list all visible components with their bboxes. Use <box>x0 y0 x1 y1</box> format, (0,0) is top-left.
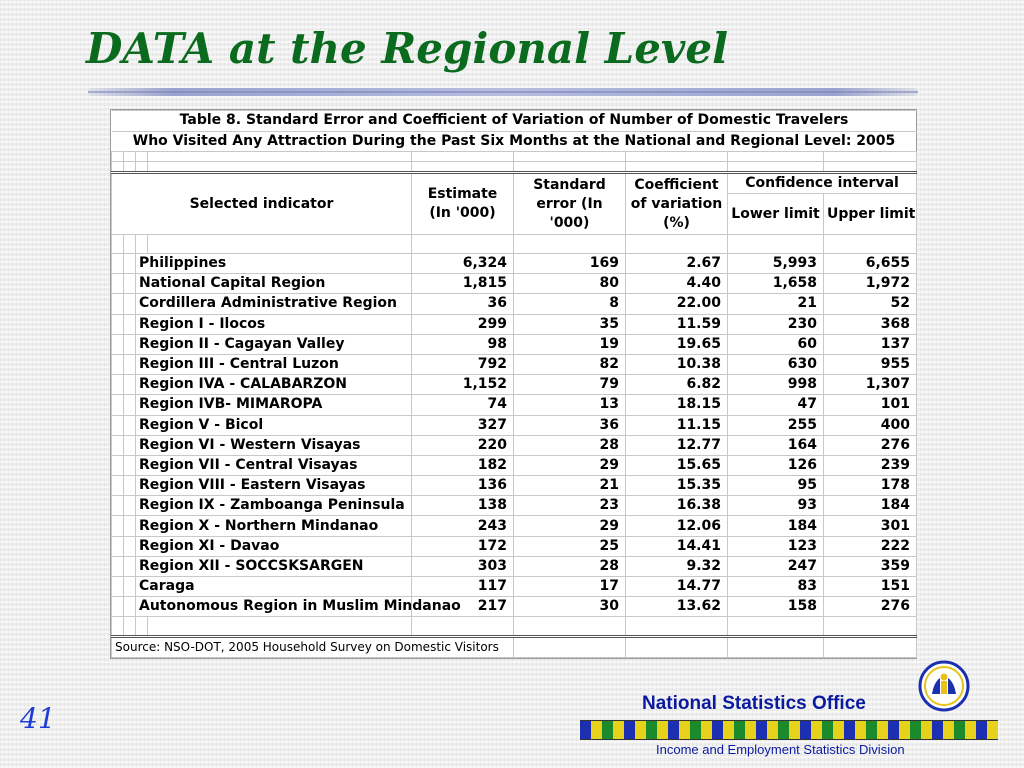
std-error-value: 30 <box>514 597 626 617</box>
lower-limit-value: 83 <box>728 577 824 597</box>
estimate-value: 182 <box>412 455 514 475</box>
indent-cell <box>124 354 136 374</box>
lower-limit-value: 1,658 <box>728 274 824 294</box>
indent-cell <box>124 556 136 576</box>
indent-cell <box>112 516 124 536</box>
org-name: National Statistics Office <box>642 693 866 714</box>
header-lower-limit: Lower limit <box>728 194 824 235</box>
std-error-value: 169 <box>514 254 626 274</box>
header-estimate: Estimate (In '000) <box>412 173 514 235</box>
estimate-value: 117 <box>412 577 514 597</box>
upper-limit-value: 151 <box>824 577 917 597</box>
upper-limit-value: 6,655 <box>824 254 917 274</box>
table-row <box>112 496 917 516</box>
cv-value: 14.77 <box>626 577 728 597</box>
lower-limit-value: 184 <box>728 516 824 536</box>
std-error-value: 80 <box>514 274 626 294</box>
data-table <box>111 110 917 658</box>
header-confidence-interval: Confidence interval <box>728 173 917 194</box>
cv-value: 6.82 <box>626 375 728 395</box>
estimate-value: 243 <box>412 516 514 536</box>
cv-value: 16.38 <box>626 496 728 516</box>
region-name: Region V - Bicol <box>136 415 412 435</box>
indent-cell <box>112 577 124 597</box>
indent-cell <box>124 496 136 516</box>
cv-value: 2.67 <box>626 254 728 274</box>
indent-cell <box>112 415 124 435</box>
table-row <box>112 254 917 274</box>
estimate-value: 74 <box>412 395 514 415</box>
estimate-value: 299 <box>412 314 514 334</box>
indent-cell <box>124 334 136 354</box>
estimate-value: 36 <box>412 294 514 314</box>
indent-cell <box>112 314 124 334</box>
region-name: Philippines <box>136 254 412 274</box>
spacer-row <box>112 152 917 162</box>
header-std-error: Standard error (In '000) <box>514 173 626 235</box>
division-name: Income and Employment Statistics Division <box>656 742 905 757</box>
page-number: 41 <box>20 702 56 735</box>
estimate-value: 327 <box>412 415 514 435</box>
cv-value: 12.77 <box>626 435 728 455</box>
std-error-value: 29 <box>514 516 626 536</box>
lower-limit-value: 5,993 <box>728 254 824 274</box>
table-row <box>112 375 917 395</box>
indent-cell <box>112 274 124 294</box>
estimate-value: 6,324 <box>412 254 514 274</box>
region-name: Cordillera Administrative Region <box>136 294 412 314</box>
std-error-value: 8 <box>514 294 626 314</box>
std-error-value: 17 <box>514 577 626 597</box>
data-table-container <box>110 109 917 659</box>
header-cv: Coefficient of variation (%) <box>626 173 728 235</box>
lower-limit-value: 230 <box>728 314 824 334</box>
upper-limit-value: 101 <box>824 395 917 415</box>
indent-cell <box>124 516 136 536</box>
indent-cell <box>112 455 124 475</box>
region-name: Region VIII - Eastern Visayas <box>136 476 412 496</box>
cv-value: 15.65 <box>626 455 728 475</box>
table-row <box>112 314 917 334</box>
spacer-row <box>112 235 917 254</box>
lower-limit-value: 164 <box>728 435 824 455</box>
table-body <box>112 254 917 617</box>
indent-cell <box>124 415 136 435</box>
upper-limit-value: 137 <box>824 334 917 354</box>
indent-cell <box>112 375 124 395</box>
table-row <box>112 274 917 294</box>
indent-cell <box>112 435 124 455</box>
std-error-value: 19 <box>514 334 626 354</box>
std-error-value: 35 <box>514 314 626 334</box>
indent-cell <box>124 254 136 274</box>
region-name: Region I - Ilocos <box>136 314 412 334</box>
region-name: Region II - Cagayan Valley <box>136 334 412 354</box>
indent-cell <box>124 435 136 455</box>
region-name: Region IVB- MIMAROPA <box>136 395 412 415</box>
indent-cell <box>124 476 136 496</box>
header-upper-limit: Upper limit <box>824 194 917 235</box>
table-source: Source: NSO-DOT, 2005 Household Survey on Domestic Visitors <box>112 637 514 658</box>
upper-limit-value: 52 <box>824 294 917 314</box>
estimate-value: 217 <box>412 597 514 617</box>
table-row <box>112 354 917 374</box>
table-row <box>112 395 917 415</box>
indent-cell <box>124 375 136 395</box>
upper-limit-value: 178 <box>824 476 917 496</box>
region-name: Region X - Northern Mindanao <box>136 516 412 536</box>
indent-cell <box>124 395 136 415</box>
table-row <box>112 455 917 475</box>
region-name: Region XII - SOCCSKSARGEN <box>136 556 412 576</box>
table-row <box>112 597 917 617</box>
indent-cell <box>112 354 124 374</box>
indent-cell <box>124 577 136 597</box>
cv-value: 10.38 <box>626 354 728 374</box>
std-error-value: 28 <box>514 435 626 455</box>
estimate-value: 136 <box>412 476 514 496</box>
cv-value: 22.00 <box>626 294 728 314</box>
estimate-value: 303 <box>412 556 514 576</box>
std-error-value: 21 <box>514 476 626 496</box>
indent-cell <box>112 496 124 516</box>
region-name: Region III - Central Luzon <box>136 354 412 374</box>
lower-limit-value: 47 <box>728 395 824 415</box>
table-row <box>112 556 917 576</box>
cv-value: 14.41 <box>626 536 728 556</box>
upper-limit-value: 276 <box>824 597 917 617</box>
indent-cell <box>124 597 136 617</box>
indent-cell <box>124 294 136 314</box>
lower-limit-value: 158 <box>728 597 824 617</box>
upper-limit-value: 400 <box>824 415 917 435</box>
cv-value: 11.59 <box>626 314 728 334</box>
upper-limit-value: 1,972 <box>824 274 917 294</box>
estimate-value: 1,152 <box>412 375 514 395</box>
upper-limit-value: 301 <box>824 516 917 536</box>
std-error-value: 25 <box>514 536 626 556</box>
std-error-value: 82 <box>514 354 626 374</box>
cv-value: 12.06 <box>626 516 728 536</box>
header-row-top <box>112 173 917 194</box>
cv-value: 18.15 <box>626 395 728 415</box>
lower-limit-value: 21 <box>728 294 824 314</box>
slide-title: DATA at the Regional Level <box>86 24 729 73</box>
indent-cell <box>112 254 124 274</box>
estimate-value: 220 <box>412 435 514 455</box>
cv-value: 19.65 <box>626 334 728 354</box>
std-error-value: 79 <box>514 375 626 395</box>
region-name: Region IX - Zamboanga Peninsula <box>136 496 412 516</box>
region-name: Caraga <box>136 577 412 597</box>
lower-limit-value: 126 <box>728 455 824 475</box>
std-error-value: 28 <box>514 556 626 576</box>
region-name: National Capital Region <box>136 274 412 294</box>
cv-value: 13.62 <box>626 597 728 617</box>
spacer-row <box>112 162 917 173</box>
region-name: Region VII - Central Visayas <box>136 455 412 475</box>
table-row <box>112 415 917 435</box>
lower-limit-value: 60 <box>728 334 824 354</box>
cv-value: 15.35 <box>626 476 728 496</box>
indent-cell <box>124 536 136 556</box>
indent-cell <box>124 455 136 475</box>
lower-limit-value: 93 <box>728 496 824 516</box>
spacer-row <box>112 617 917 637</box>
upper-limit-value: 359 <box>824 556 917 576</box>
indent-cell <box>112 556 124 576</box>
lower-limit-value: 95 <box>728 476 824 496</box>
table-row <box>112 476 917 496</box>
table-row <box>112 334 917 354</box>
std-error-value: 36 <box>514 415 626 435</box>
region-name: Autonomous Region in Muslim Mindanao <box>136 597 412 617</box>
table-row <box>112 577 917 597</box>
lower-limit-value: 998 <box>728 375 824 395</box>
indent-cell <box>112 395 124 415</box>
header-indicator: Selected indicator <box>112 173 412 235</box>
cv-value: 11.15 <box>626 415 728 435</box>
lower-limit-value: 247 <box>728 556 824 576</box>
estimate-value: 792 <box>412 354 514 374</box>
cv-value: 4.40 <box>626 274 728 294</box>
table-row <box>112 294 917 314</box>
table-row <box>112 516 917 536</box>
estimate-value: 1,815 <box>412 274 514 294</box>
upper-limit-value: 276 <box>824 435 917 455</box>
table-row <box>112 536 917 556</box>
table-caption-line-1: Table 8. Standard Error and Coefficient of Variation of Number of Domestic Travelers <box>112 111 917 132</box>
indent-cell <box>124 274 136 294</box>
footer-stripe <box>580 720 998 740</box>
region-name: Region VI - Western Visayas <box>136 435 412 455</box>
indent-cell <box>112 294 124 314</box>
cv-value: 9.32 <box>626 556 728 576</box>
lower-limit-value: 630 <box>728 354 824 374</box>
estimate-value: 98 <box>412 334 514 354</box>
indent-cell <box>112 536 124 556</box>
upper-limit-value: 222 <box>824 536 917 556</box>
lower-limit-value: 255 <box>728 415 824 435</box>
indent-cell <box>124 314 136 334</box>
source-row <box>112 637 917 658</box>
table-caption-row-2 <box>112 131 917 152</box>
indent-cell <box>112 476 124 496</box>
upper-limit-value: 1,307 <box>824 375 917 395</box>
std-error-value: 13 <box>514 395 626 415</box>
upper-limit-value: 368 <box>824 314 917 334</box>
upper-limit-value: 184 <box>824 496 917 516</box>
region-name: Region IVA - CALABARZON <box>136 375 412 395</box>
indent-cell <box>112 334 124 354</box>
table-caption-row-1 <box>112 111 917 132</box>
nso-logo-icon <box>918 660 970 712</box>
std-error-value: 23 <box>514 496 626 516</box>
region-name: Region XI - Davao <box>136 536 412 556</box>
lower-limit-value: 123 <box>728 536 824 556</box>
upper-limit-value: 239 <box>824 455 917 475</box>
upper-limit-value: 955 <box>824 354 917 374</box>
table-row <box>112 435 917 455</box>
estimate-value: 138 <box>412 496 514 516</box>
table-caption-line-2: Who Visited Any Attraction During the Past Six Months at the National and Regional Level: 2005 <box>112 131 917 152</box>
estimate-value: 172 <box>412 536 514 556</box>
std-error-value: 29 <box>514 455 626 475</box>
indent-cell <box>112 597 124 617</box>
title-underline <box>88 88 918 96</box>
